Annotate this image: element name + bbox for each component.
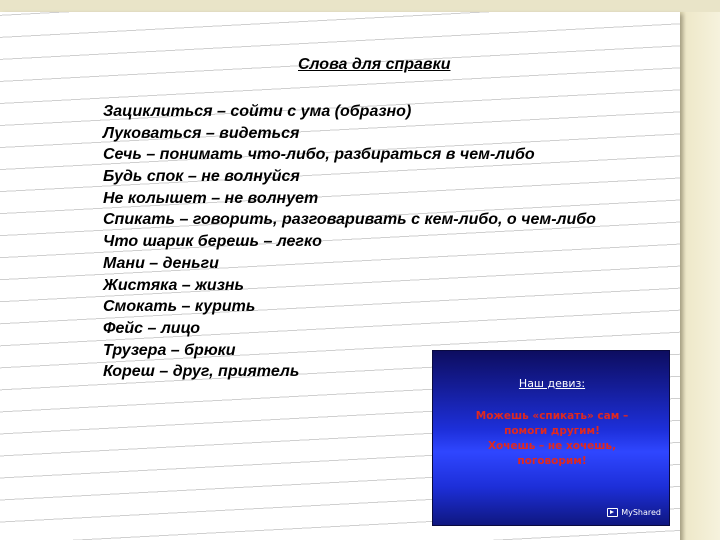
glossary-item: Что шарик берешь – легко [103,233,322,251]
motto-line: помоги другим! [504,425,600,437]
glossary-item: Спикать – говорить, разговаривать с кем-либо, о чем-либо [103,211,596,229]
motto-line: поговорим! [517,455,587,467]
glossary-item: Сечь – понимать что-либо, разбираться в чем-либо [103,146,535,164]
watermark [607,508,661,517]
glossary-list [103,101,596,383]
motto-line: Можешь «спикать» сам – [475,410,629,422]
motto-line: Хочешь – не хочешь, [487,440,617,452]
glossary-item: Жистяка – жизнь [103,276,245,294]
play-icon [607,508,618,517]
motto-heading: Наш девиз: [518,377,586,390]
glossary-item: Будь спок – не волнуйся [103,168,300,186]
motto-text [433,409,671,469]
glossary-item: Смокать – курить [103,298,256,316]
glossary-item: Не колышет – не волнует [103,189,319,207]
glossary-item: Мани – деньги [103,254,219,272]
notebook-edge [680,12,720,540]
page-title: Слова для справки [298,56,451,73]
glossary-item: Трузера – брюки [103,341,236,359]
motto-box [432,350,670,526]
glossary-item: Кореш – друг, приятель [103,363,300,381]
watermark-label: MyShared [621,508,661,517]
glossary-item: Зациклиться – сойти с ума (образно) [103,103,412,120]
glossary-item: Луковаться – видеться [103,124,300,142]
glossary-item: Фейс – лицо [103,319,201,337]
